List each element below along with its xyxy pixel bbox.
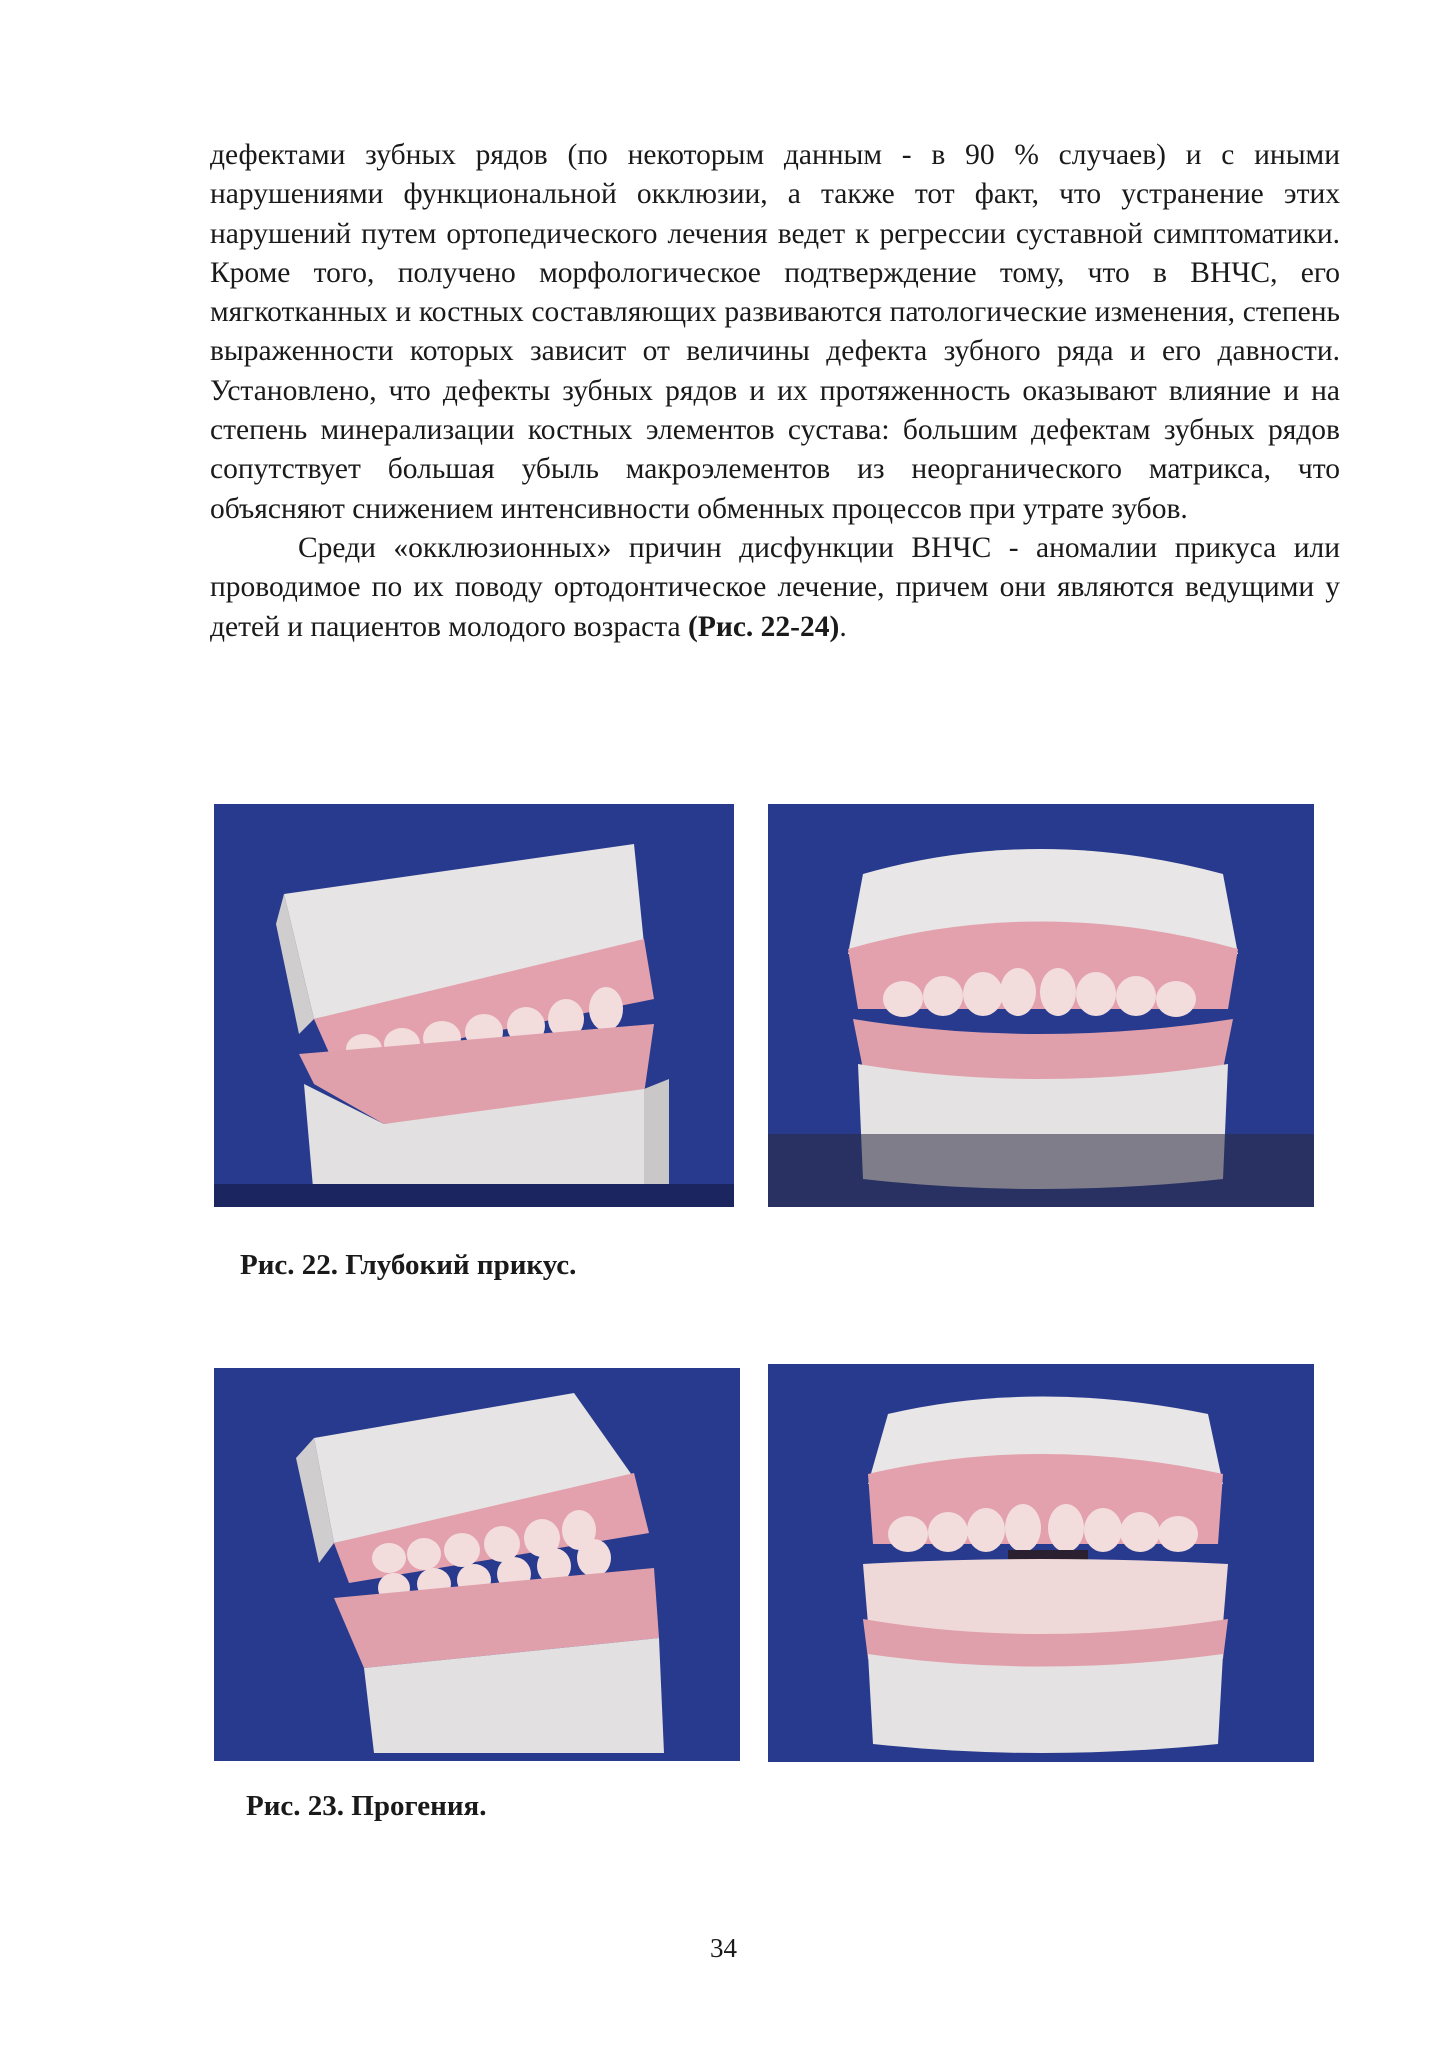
photo-progenia-side (214, 1368, 740, 1761)
photo-progenia-front (768, 1364, 1314, 1762)
page-number: 34 (710, 1933, 737, 1963)
paragraph-1: дефектами зубных рядов (по некоторым данным - в 90 % случаев) и с иными нарушениями функциональной окклюзии, а также тот факт, что устранение этих нарушений путем ортопедического лечения ведет к регрессии суставной симптоматики. Кроме того, получено морфологическое подтверждение тому, что в ВНЧС, его мягкотканных и костных составляющих развиваются патологические изменения, степень выраженности которых зависит от величины дефекта зубного ряда и его давности. Установлено, что дефекты зубных рядов и их протяженность оказывают влияние и на степень минерализации костных элементов сустава: большим дефектам зубных рядов сопутствует большая убыль макроэлементов из неорганического матрикса, что объясняют снижением интенсивности обменных процессов при утрате зубов. (210, 139, 1340, 525)
figure-22-caption: Рис. 22. Глубокий прикус. (240, 1249, 577, 1281)
paragraph-2 (210, 529, 1340, 647)
body-text (210, 136, 1340, 647)
figure-23-caption: Рис. 23. Прогения. (246, 1790, 487, 1822)
figure-reference: (Рис. 22-24) (688, 610, 840, 643)
paragraph-2-end: . (839, 610, 847, 643)
paragraph-2-text: Среди «окклюзионных» причин дисфункции ВНЧС - аномалии прикуса или проводимое по их поводу ортодонтическое лечение, причем они являются ведущими у детей и пациентов молодого возраста (210, 531, 1340, 643)
photo-deep-bite-front (768, 804, 1314, 1207)
photo-deep-bite-side (214, 804, 734, 1207)
